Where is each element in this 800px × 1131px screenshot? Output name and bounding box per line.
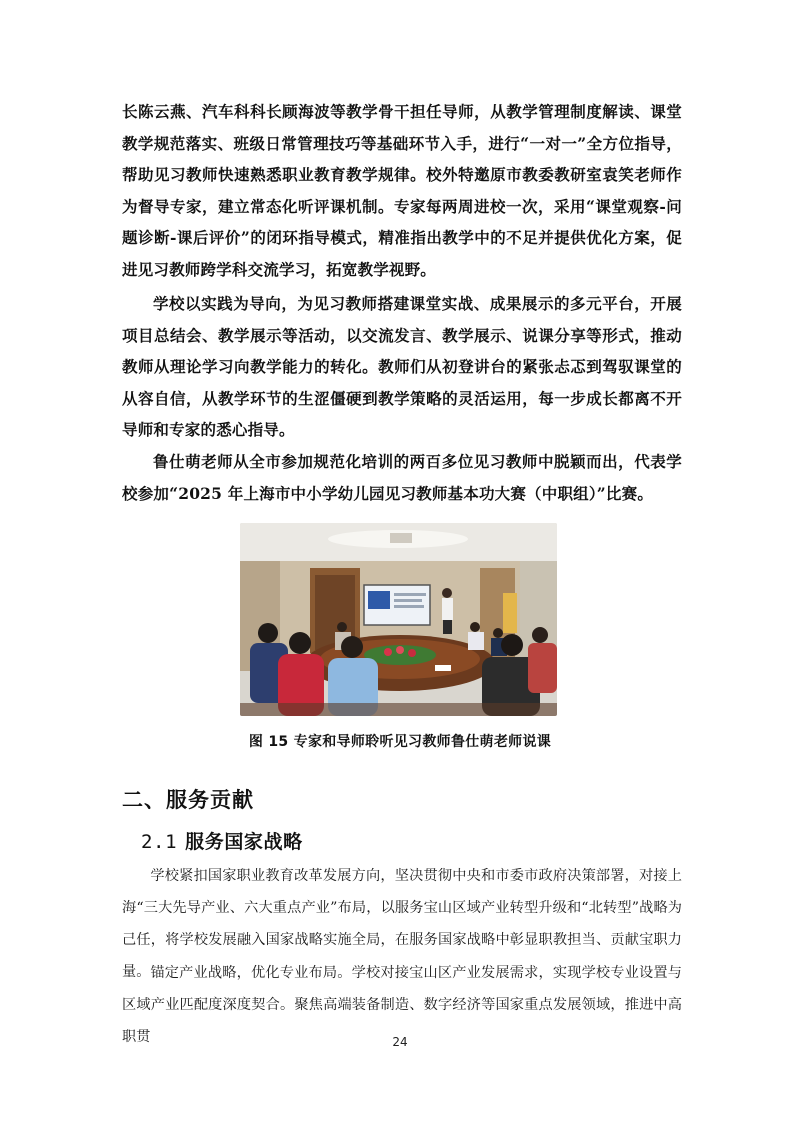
paragraph-practice-platform: 学校以实践为导向，为见习教师搭建课堂实战、成果展示的多元平台，开展项目总结会、教学展示等活动，以交流发言、教学展示、说课分享等形式，推动教师从理论学习向教学能力的转化。教师们从初登讲台的紧张忐忑到驾驭课堂的从容自信，从教学环节的生涩僵硬到教学策略的灵活运用，每一步成长都离不开导师和专家的悉心指导。 [122,294,682,439]
figure-caption: 图 15 专家和导师聆听见习教师鲁仕萌老师说课 [248,734,552,750]
meeting-photo [240,523,557,716]
subsection-heading [141,827,303,854]
section-heading: 二、服务贡献 [122,788,254,812]
paragraph-mentor-guidance: 长陈云燕、汽车科科长顾海波等教学骨干担任导师，从教学管理制度解读、课堂教学规范落实、班级日常管理技巧等基础环节入手，进行“一对一”全方位指导，帮助见习教师快速熟悉职业教育教学规律。校外特邀原市教委教研室袁笑老师作为督导专家，建立常态化听评课机制。专家每两周进校一次，采用“课堂观察-问题诊断-课后评价”的闭环指导模式，精准指出教学中的不足并提供优化方案，促进见习教师跨学科交流学习，拓宽教学视野。 [122,102,682,279]
paragraph-competition: 鲁仕萌老师从全市参加规范化培训的两百多位见习教师中脱颖而出，代表学校参加“2025 年上海市中小学幼儿园见习教师基本功大赛（中职组）”比赛。 [122,452,682,503]
subsection-title: 服务国家战略 [185,831,303,853]
paragraph-national-strategy: 学校紧扣国家职业教育改革发展方向，坚决贯彻中央和市委市政府决策部署，对接上海“三大先导产业、六大重点产业”布局，以服务宝山区域产业转型升级和“北转型”战略为己任，将学校发展融入国家战略实施全局，在服务国家战略中彰显职教担当、贡献宝职力量。 [122,868,682,980]
subsection-number: 2.1 [141,831,178,853]
page-number: 24 [392,1035,408,1049]
paragraph-industry-alignment: 锚定产业战略，优化专业布局。学校对接宝山区产业发展需求，实现学校专业设置与区域产业匹配度深度契合。聚焦高端装备制造、数字经济等国家重点发展领域，推进中高职贯 [122,965,682,1045]
